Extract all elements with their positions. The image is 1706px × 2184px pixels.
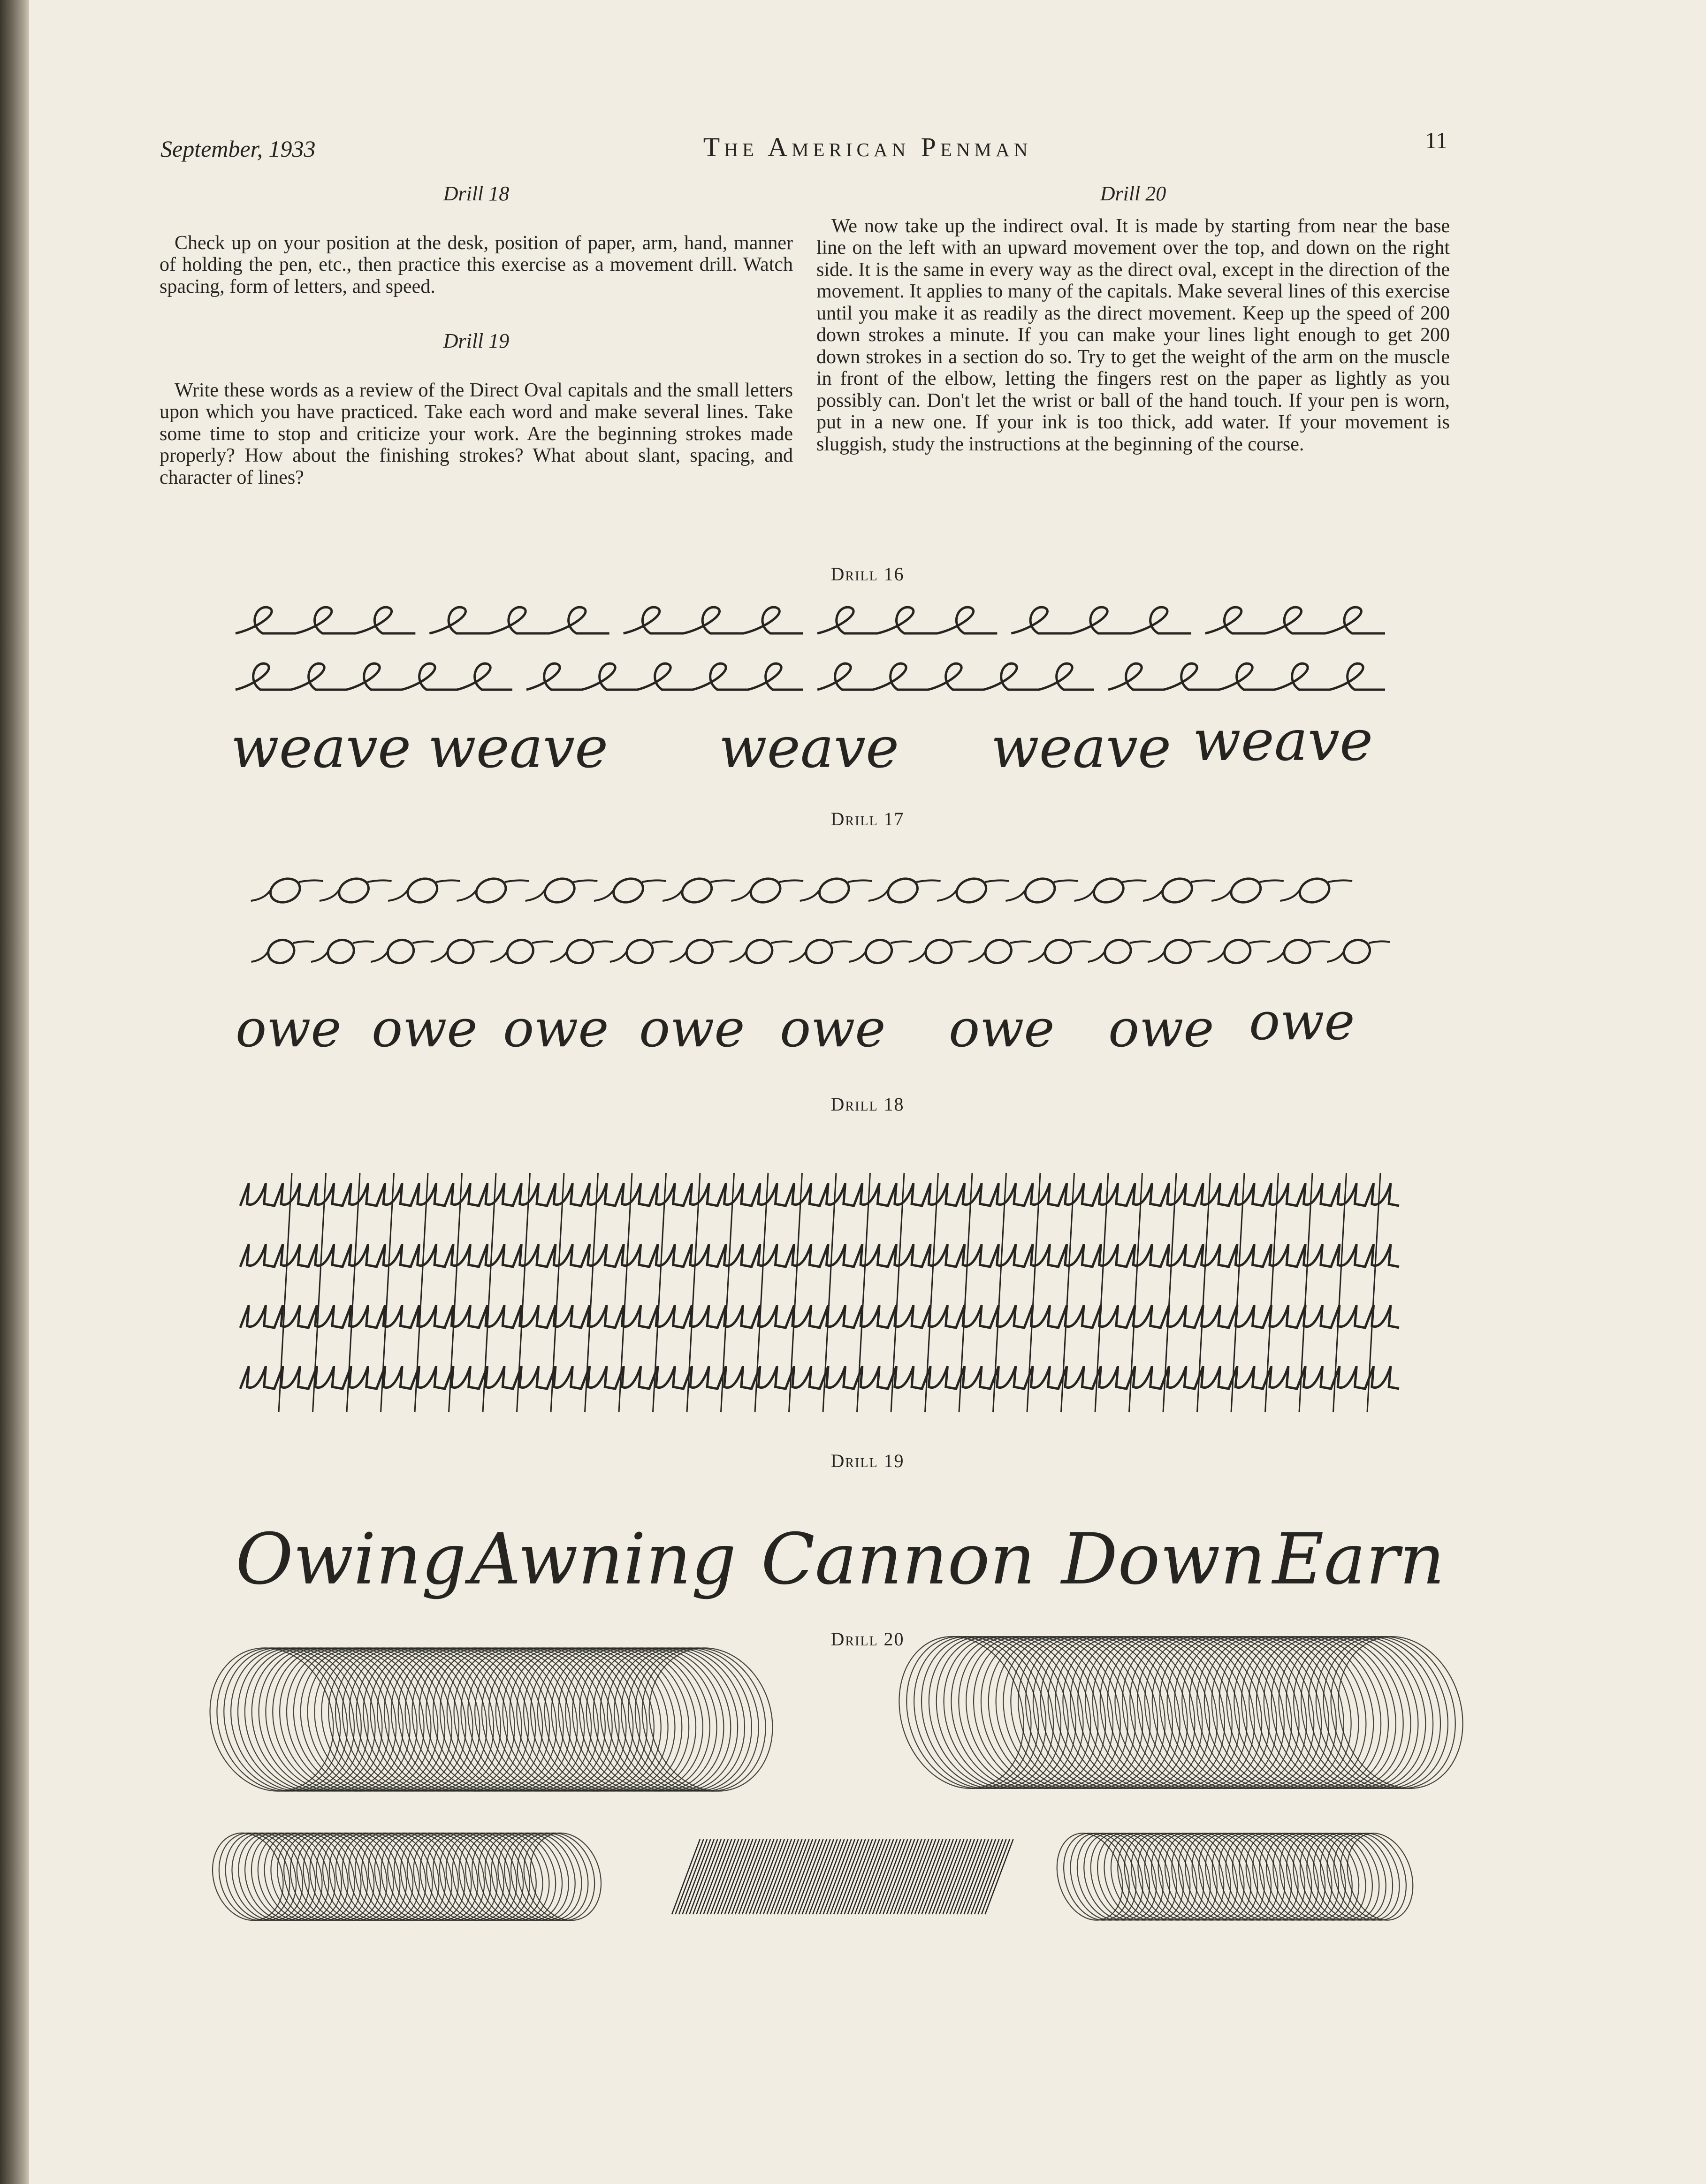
script-word-weave-2: weave — [428, 715, 609, 781]
drill-18-caption: Drill 18 — [830, 1094, 905, 1115]
drill-16-caption: Drill 16 — [830, 563, 905, 585]
drill-19-caption: Drill 19 — [830, 1450, 905, 1471]
drill-20-oval-exercises — [29, 0, 1706, 2184]
script-word-earn: Earn — [1272, 1519, 1445, 1600]
script-word-weave-4: weave — [991, 715, 1172, 781]
issue-date: September, 1933 — [160, 136, 316, 162]
drill-18-instructions: Check up on your position at the desk, position of paper, arm, hand, manner of holding the pen, etc., then practice this exercise as a movement drill. Watch spacing, form of letters, and speed. — [160, 232, 793, 297]
script-word-weave-3: weave — [719, 715, 899, 781]
drill-18-heading: Drill 18 — [443, 182, 510, 205]
drill-17-caption: Drill 17 — [830, 808, 905, 829]
drill-20-caption: Drill 20 — [830, 1628, 905, 1650]
script-word-weave-1: weave — [231, 715, 411, 781]
script-word-owe-6: owe — [949, 998, 1055, 1058]
drill-20-oval-block-bottom-right — [1046, 1825, 1424, 1929]
script-word-owe-1: owe — [236, 998, 342, 1058]
drill-20-oval-block-top-left — [192, 1632, 791, 1807]
magazine-page — [29, 0, 1706, 2184]
drill-20-instructions: We now take up the indirect oval. It is made by starting from near the base line on the left with an upward movement over the top, and down on the right side. It is the same in every way as the direct oval, except in the direction of the movement. It applies to many of the capitals. Make several lines of this exercise until you make it as readily as the direct movement. Keep up the speed of 200 down strokes a minute. If you can make your lines light enough to get 200 down strokes in a section do so. Try to get the weight of the arm on the muscle in front of the elbow, letting the fingers rest on the paper as lightly as you possibly can. Don't let the wrist or ball of the hand touch. If your pen is worn, put in a new one. If your ink is too thick, add water. If your movement is sluggish, study the instructions at the beginning of the course. — [816, 215, 1450, 455]
page-number: 11 — [1425, 127, 1448, 153]
book-spine-shadow — [0, 0, 29, 2184]
script-word-owe-4: owe — [639, 998, 745, 1058]
script-word-owe-3: owe — [503, 998, 609, 1058]
drill-20-heading: Drill 20 — [1100, 182, 1166, 205]
script-word-owe-5: owe — [780, 998, 886, 1058]
drill-20-oval-block-bottom-left — [202, 1824, 612, 1930]
script-word-awning: Awning — [470, 1519, 737, 1600]
script-word-owe-8: owe — [1249, 991, 1355, 1051]
script-word-down: Down — [1061, 1519, 1266, 1600]
script-word-owing: Owing — [236, 1519, 466, 1600]
script-word-owe-2: owe — [372, 998, 478, 1058]
drill-19-heading: Drill 19 — [443, 329, 510, 352]
script-word-weave-5: weave — [1193, 708, 1373, 774]
drill-19-instructions: Write these words as a review of the Direct Oval capitals and the small letters upon which you have practiced. Take each word and make several lines. Take some time to stop and criticize your work. Are the beginning strokes made properly? How about the finishing strokes? What about slant, spacing, and character of lines? — [160, 379, 793, 488]
script-word-owe-7: owe — [1108, 998, 1214, 1058]
drill-20-downstroke-hatching — [672, 1839, 1013, 1914]
journal-title: The American Penman — [703, 132, 1032, 162]
drill-20-oval-block-top-right — [880, 1620, 1482, 1804]
script-word-cannon: Cannon — [761, 1519, 1036, 1600]
